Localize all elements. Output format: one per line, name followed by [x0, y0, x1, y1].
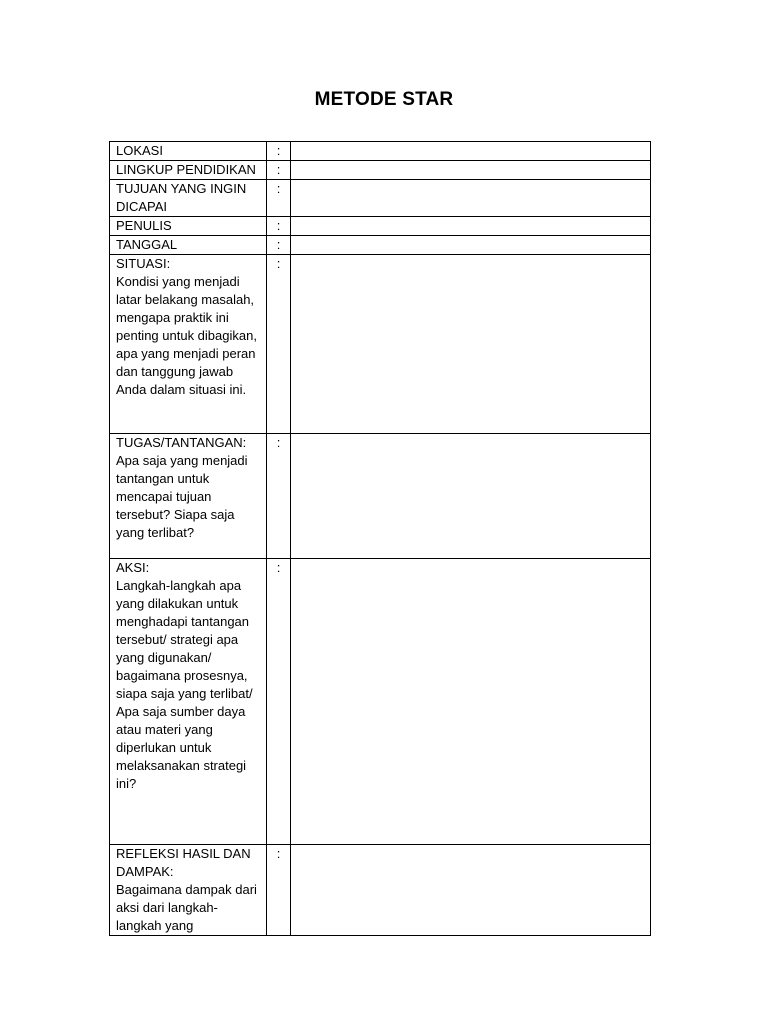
label-lokasi: LOKASI — [110, 142, 267, 161]
row-lingkup-pendidikan — [110, 161, 651, 180]
label-tujuan: TUJUAN YANG INGIN DICAPAI — [110, 180, 267, 217]
label-cell-situasi — [110, 255, 267, 434]
label-cell-aksi — [110, 559, 267, 845]
description-refleksi: Bagaimana dampak dari aksi dari langkah-langkah yang — [116, 882, 257, 933]
colon-separator: : — [267, 142, 291, 161]
colon-separator: : — [267, 255, 291, 434]
description-aksi: Langkah-langkah apa yang dilakukan untuk menghadapi tantangan tersebut/ strategi apa yang digunakan/ bagaimana prosesnya, siapa saja yang terlibat/ Apa saja sumber daya atau materi yang diperlukan untuk melaksanakan strategi ini? — [116, 578, 253, 791]
colon-separator: : — [267, 217, 291, 236]
row-tugas-tantangan — [110, 434, 651, 559]
colon-separator: : — [267, 161, 291, 180]
row-refleksi — [110, 845, 651, 936]
row-situasi — [110, 255, 651, 434]
label-tugas-tantangan: TUGAS/TANTANGAN: — [116, 435, 247, 450]
star-form-table — [109, 141, 651, 936]
colon-separator: : — [267, 434, 291, 559]
row-aksi — [110, 559, 651, 845]
row-tujuan — [110, 180, 651, 217]
description-tugas-tantangan: Apa saja yang menjadi tantangan untuk mencapai tujuan tersebut? Siapa saja yang terlibat? — [116, 453, 248, 540]
row-tanggal — [110, 236, 651, 255]
value-tujuan[interactable] — [291, 180, 651, 217]
value-refleksi[interactable] — [291, 845, 651, 936]
colon-separator: : — [267, 236, 291, 255]
label-aksi: AKSI: — [116, 560, 150, 575]
colon-separator: : — [267, 559, 291, 845]
description-situasi: Kondisi yang menjadi latar belakang masalah, mengapa praktik ini penting untuk dibagikan, apa yang menjadi peran dan tanggung jawab Anda dalam situasi ini. — [116, 274, 257, 397]
value-lingkup-pendidikan[interactable] — [291, 161, 651, 180]
label-tanggal: TANGGAL — [110, 236, 267, 255]
label-situasi: SITUASI: — [116, 256, 171, 271]
value-lokasi[interactable] — [291, 142, 651, 161]
document-title: METODE STAR — [314, 89, 454, 110]
label-refleksi: REFLEKSI HASIL DAN DAMPAK: — [116, 846, 251, 879]
label-penulis: PENULIS — [110, 217, 267, 236]
value-tanggal[interactable] — [291, 236, 651, 255]
value-aksi[interactable] — [291, 559, 651, 845]
label-cell-refleksi — [110, 845, 267, 936]
label-cell-tugas-tantangan — [110, 434, 267, 559]
value-penulis[interactable] — [291, 217, 651, 236]
row-lokasi — [110, 142, 651, 161]
value-tugas-tantangan[interactable] — [291, 434, 651, 559]
colon-separator: : — [267, 845, 291, 936]
value-situasi[interactable] — [291, 255, 651, 434]
label-lingkup-pendidikan: LINGKUP PENDIDIKAN — [110, 161, 267, 180]
row-penulis — [110, 217, 651, 236]
colon-separator: : — [267, 180, 291, 217]
